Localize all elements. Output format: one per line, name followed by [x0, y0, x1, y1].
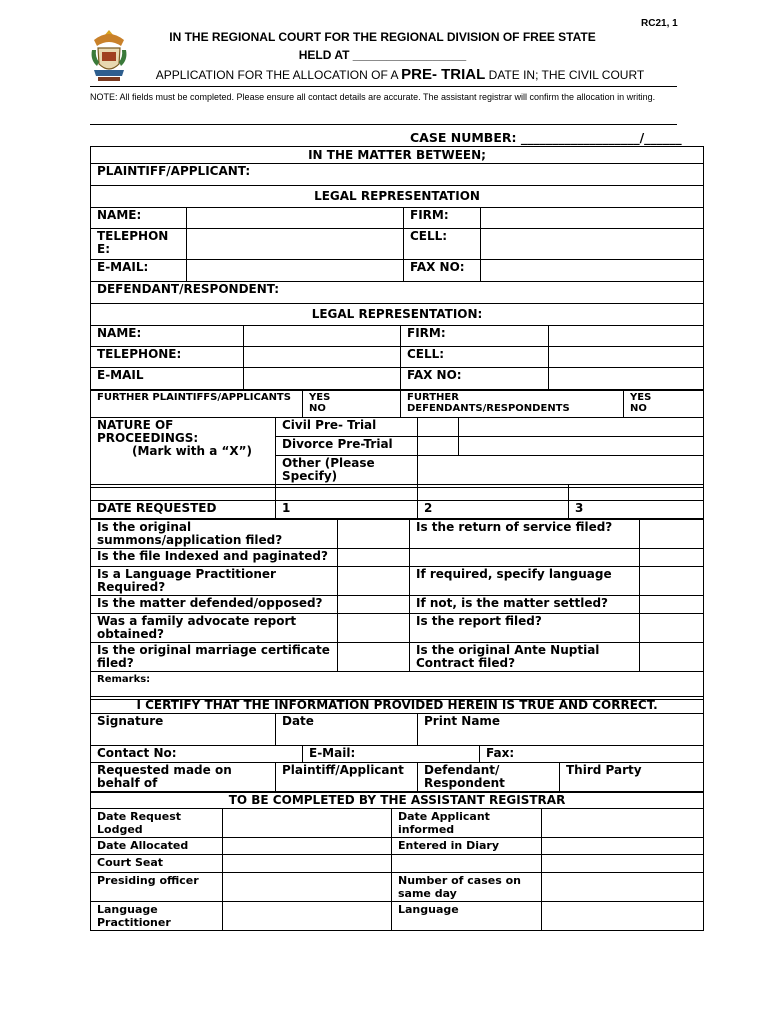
plaintiff-label[interactable]: PLAINTIFF/APPLICANT: — [91, 164, 704, 186]
firm-field[interactable] — [481, 208, 704, 229]
further-plaintiffs-yesno[interactable] — [303, 391, 401, 418]
coat-of-arms-icon — [88, 26, 130, 84]
behalf-label: Requested made on behalf of — [91, 763, 276, 792]
question-indexed: Is the file Indexed and paginated? — [91, 549, 338, 567]
form-code: RC21, 1 — [641, 18, 678, 29]
cell-label: CELL: — [404, 229, 481, 260]
date-option-3[interactable]: 3 — [569, 501, 704, 519]
date-allocated-label: Date Allocated — [91, 838, 223, 855]
question-return-service: Is the return of service filed? — [410, 520, 640, 549]
language-practitioner-field[interactable] — [223, 902, 392, 931]
remarks-field[interactable]: Remarks: — [91, 672, 704, 700]
date-blank-1 — [91, 485, 276, 501]
divorce-option-extra[interactable] — [459, 437, 704, 456]
presiding-officer-label: Presiding officer — [91, 873, 223, 902]
answer-indexed[interactable] — [338, 549, 410, 567]
answer-summons[interactable] — [338, 520, 410, 549]
other-option-field[interactable] — [418, 456, 704, 488]
question-specify-language: If required, specify language — [410, 567, 640, 596]
date-applicant-informed-label: Date Applicant informed — [392, 809, 542, 838]
email-field[interactable] — [187, 260, 404, 282]
answer-report-filed[interactable] — [640, 614, 704, 643]
nature-mark-text: (Mark with a “X”) — [132, 444, 253, 458]
fax-field[interactable] — [481, 260, 704, 282]
date-option-2[interactable]: 2 — [418, 501, 569, 519]
question-language-practitioner: Is a Language Practitioner Required? — [91, 567, 338, 596]
court-seat-blank — [392, 855, 542, 873]
language-practitioner-label: Language Practitioner — [91, 902, 223, 931]
date-requested-label: DATE REQUESTED — [91, 501, 276, 519]
no-option[interactable]: NO — [630, 403, 647, 414]
date-blank-4 — [569, 485, 704, 501]
date-blank-2 — [276, 485, 418, 501]
court-line: IN THE REGIONAL COURT FOR THE REGIONAL DIVISION OF FREE STATE — [169, 30, 596, 44]
date-request-lodged-label: Date Request Lodged — [91, 809, 223, 838]
answer-defended[interactable] — [338, 596, 410, 614]
fax2-label: FAX NO: — [401, 368, 549, 390]
defendant-label[interactable]: DEFENDANT/RESPONDENT: — [91, 282, 704, 304]
date-requested-table — [90, 484, 704, 519]
telephone2-label: TELEPHONE: — [91, 347, 244, 368]
behalf-plaintiff-option[interactable]: Plaintiff/Applicant — [276, 763, 418, 792]
name2-field[interactable] — [244, 326, 401, 347]
nature-table — [90, 417, 704, 488]
telephone-field[interactable] — [187, 229, 404, 260]
email2-label: E-MAIL — [91, 368, 244, 390]
cases-same-day-label: Number of cases on same day — [392, 873, 542, 902]
signature-field[interactable]: Signature — [91, 714, 276, 746]
contact-no-field[interactable]: Contact No: — [91, 746, 303, 763]
blank-q — [410, 549, 640, 567]
answer-marriage-cert[interactable] — [338, 643, 410, 672]
answer-settled[interactable] — [640, 596, 704, 614]
question-settled: If not, is the matter settled? — [410, 596, 640, 614]
language-label: Language — [392, 902, 542, 931]
note-rule — [90, 124, 677, 125]
court-seat-field[interactable] — [223, 855, 392, 873]
question-ante-nuptial: Is the original Ante Nuptial Contract filed? — [410, 643, 640, 672]
matter-title: IN THE MATTER BETWEEN; — [91, 147, 704, 164]
firm2-label: FIRM: — [401, 326, 549, 347]
date-allocated-field[interactable] — [223, 838, 392, 855]
application-title-post: DATE IN; THE CIVIL COURT — [485, 68, 645, 82]
answer-family-advocate[interactable] — [338, 614, 410, 643]
legal-rep-heading-1: LEGAL REPRESENTATION — [91, 186, 704, 208]
cell-field[interactable] — [481, 229, 704, 260]
no-option[interactable]: NO — [309, 403, 326, 414]
application-title-pre: APPLICATION FOR THE ALLOCATION OF A — [155, 68, 402, 82]
question-defended: Is the matter defended/opposed? — [91, 596, 338, 614]
parties-table — [90, 146, 704, 282]
print-name-field[interactable]: Print Name — [418, 714, 704, 746]
question-family-advocate: Was a family advocate report obtained? — [91, 614, 338, 643]
cell2-label: CELL: — [401, 347, 549, 368]
registrar-title: TO BE COMPLETED BY THE ASSISTANT REGISTRAR — [91, 793, 704, 809]
fax-label: FAX NO: — [404, 260, 481, 282]
further-plaintiffs-label: FURTHER PLAINTIFFS/APPLICANTS — [91, 391, 303, 418]
answer-return-service[interactable] — [640, 520, 704, 549]
name2-label: NAME: — [91, 326, 244, 347]
case-number[interactable]: CASE NUMBER: ___________________/______ — [410, 130, 682, 145]
blank-a[interactable] — [640, 549, 704, 567]
questions-table — [90, 519, 704, 700]
behalf-defendant-option[interactable]: Defendant/ Respondent — [418, 763, 560, 792]
fax2-field[interactable] — [549, 368, 704, 390]
defendant-table — [90, 281, 704, 390]
application-title-bold: PRE- TRIAL — [401, 66, 486, 83]
name-label: NAME: — [91, 208, 187, 229]
contact-email-field[interactable]: E-Mail: — [303, 746, 480, 763]
question-report-filed: Is the report filed? — [410, 614, 640, 643]
civil-option-extra[interactable] — [459, 418, 704, 437]
name-field[interactable] — [187, 208, 404, 229]
further-defendants-label: FURTHER DEFENDANTS/RESPONDENTS — [401, 391, 624, 418]
legal-rep-heading-2: LEGAL REPRESENTATION: — [91, 304, 704, 326]
telephone-label: TELEPHONE: — [91, 229, 187, 260]
registrar-table — [90, 792, 704, 931]
cell2-field[interactable] — [549, 347, 704, 368]
other-option-label: Other (Please Specify) — [276, 456, 418, 488]
telephone2-field[interactable] — [244, 347, 401, 368]
date-blank-3 — [418, 485, 569, 501]
note-text: NOTE: All fields must be completed. Please ensure all contact details are accurate. The assistant registrar will confirm the allocation in writing. — [90, 92, 656, 102]
date-applicant-informed-field[interactable] — [542, 809, 704, 838]
civil-option-label: Civil Pre- Trial — [276, 418, 418, 437]
email2-field[interactable] — [244, 368, 401, 390]
cases-same-day-field[interactable] — [542, 873, 704, 902]
answer-ante-nuptial[interactable] — [640, 643, 704, 672]
further-defendants-yesno[interactable] — [624, 391, 704, 418]
divorce-option-label: Divorce Pre-Trial — [276, 437, 418, 456]
contact-fax-field[interactable]: Fax: — [480, 746, 704, 763]
email-label: E-MAIL: — [91, 260, 187, 282]
held-at: HELD AT _________________ — [298, 48, 467, 62]
nature-label-text: NATURE OF PROCEEDINGS: — [97, 418, 199, 445]
question-marriage-cert: Is the original marriage certificate filed? — [91, 643, 338, 672]
language-field[interactable] — [542, 902, 704, 931]
court-seat-label: Court Seat — [91, 855, 223, 873]
entered-in-diary-label: Entered in Diary — [392, 838, 542, 855]
date-field[interactable]: Date — [276, 714, 418, 746]
further-parties-table — [90, 390, 704, 418]
nature-label — [91, 418, 276, 488]
entered-in-diary-field[interactable] — [542, 838, 704, 855]
date-option-1[interactable]: 1 — [276, 501, 418, 519]
civil-option-box[interactable] — [418, 418, 459, 437]
answer-specify-language[interactable] — [640, 567, 704, 596]
certify-table — [90, 696, 704, 792]
yes-option[interactable]: YES — [309, 392, 331, 403]
yes-option[interactable]: YES — [630, 392, 652, 403]
application-title — [130, 66, 670, 83]
answer-language-practitioner[interactable] — [338, 567, 410, 596]
date-request-lodged-field[interactable] — [223, 809, 392, 838]
divorce-option-box[interactable] — [418, 437, 459, 456]
firm-label: FIRM: — [404, 208, 481, 229]
behalf-third-party-option[interactable]: Third Party — [560, 763, 704, 792]
presiding-officer-field[interactable] — [223, 873, 392, 902]
firm2-field[interactable] — [549, 326, 704, 347]
question-summons: Is the original summons/application filed? — [91, 520, 338, 549]
court-seat-blank-2[interactable] — [542, 855, 704, 873]
certify-statement: I CERTIFY THAT THE INFORMATION PROVIDED HEREIN IS TRUE AND CORRECT. — [91, 697, 704, 714]
